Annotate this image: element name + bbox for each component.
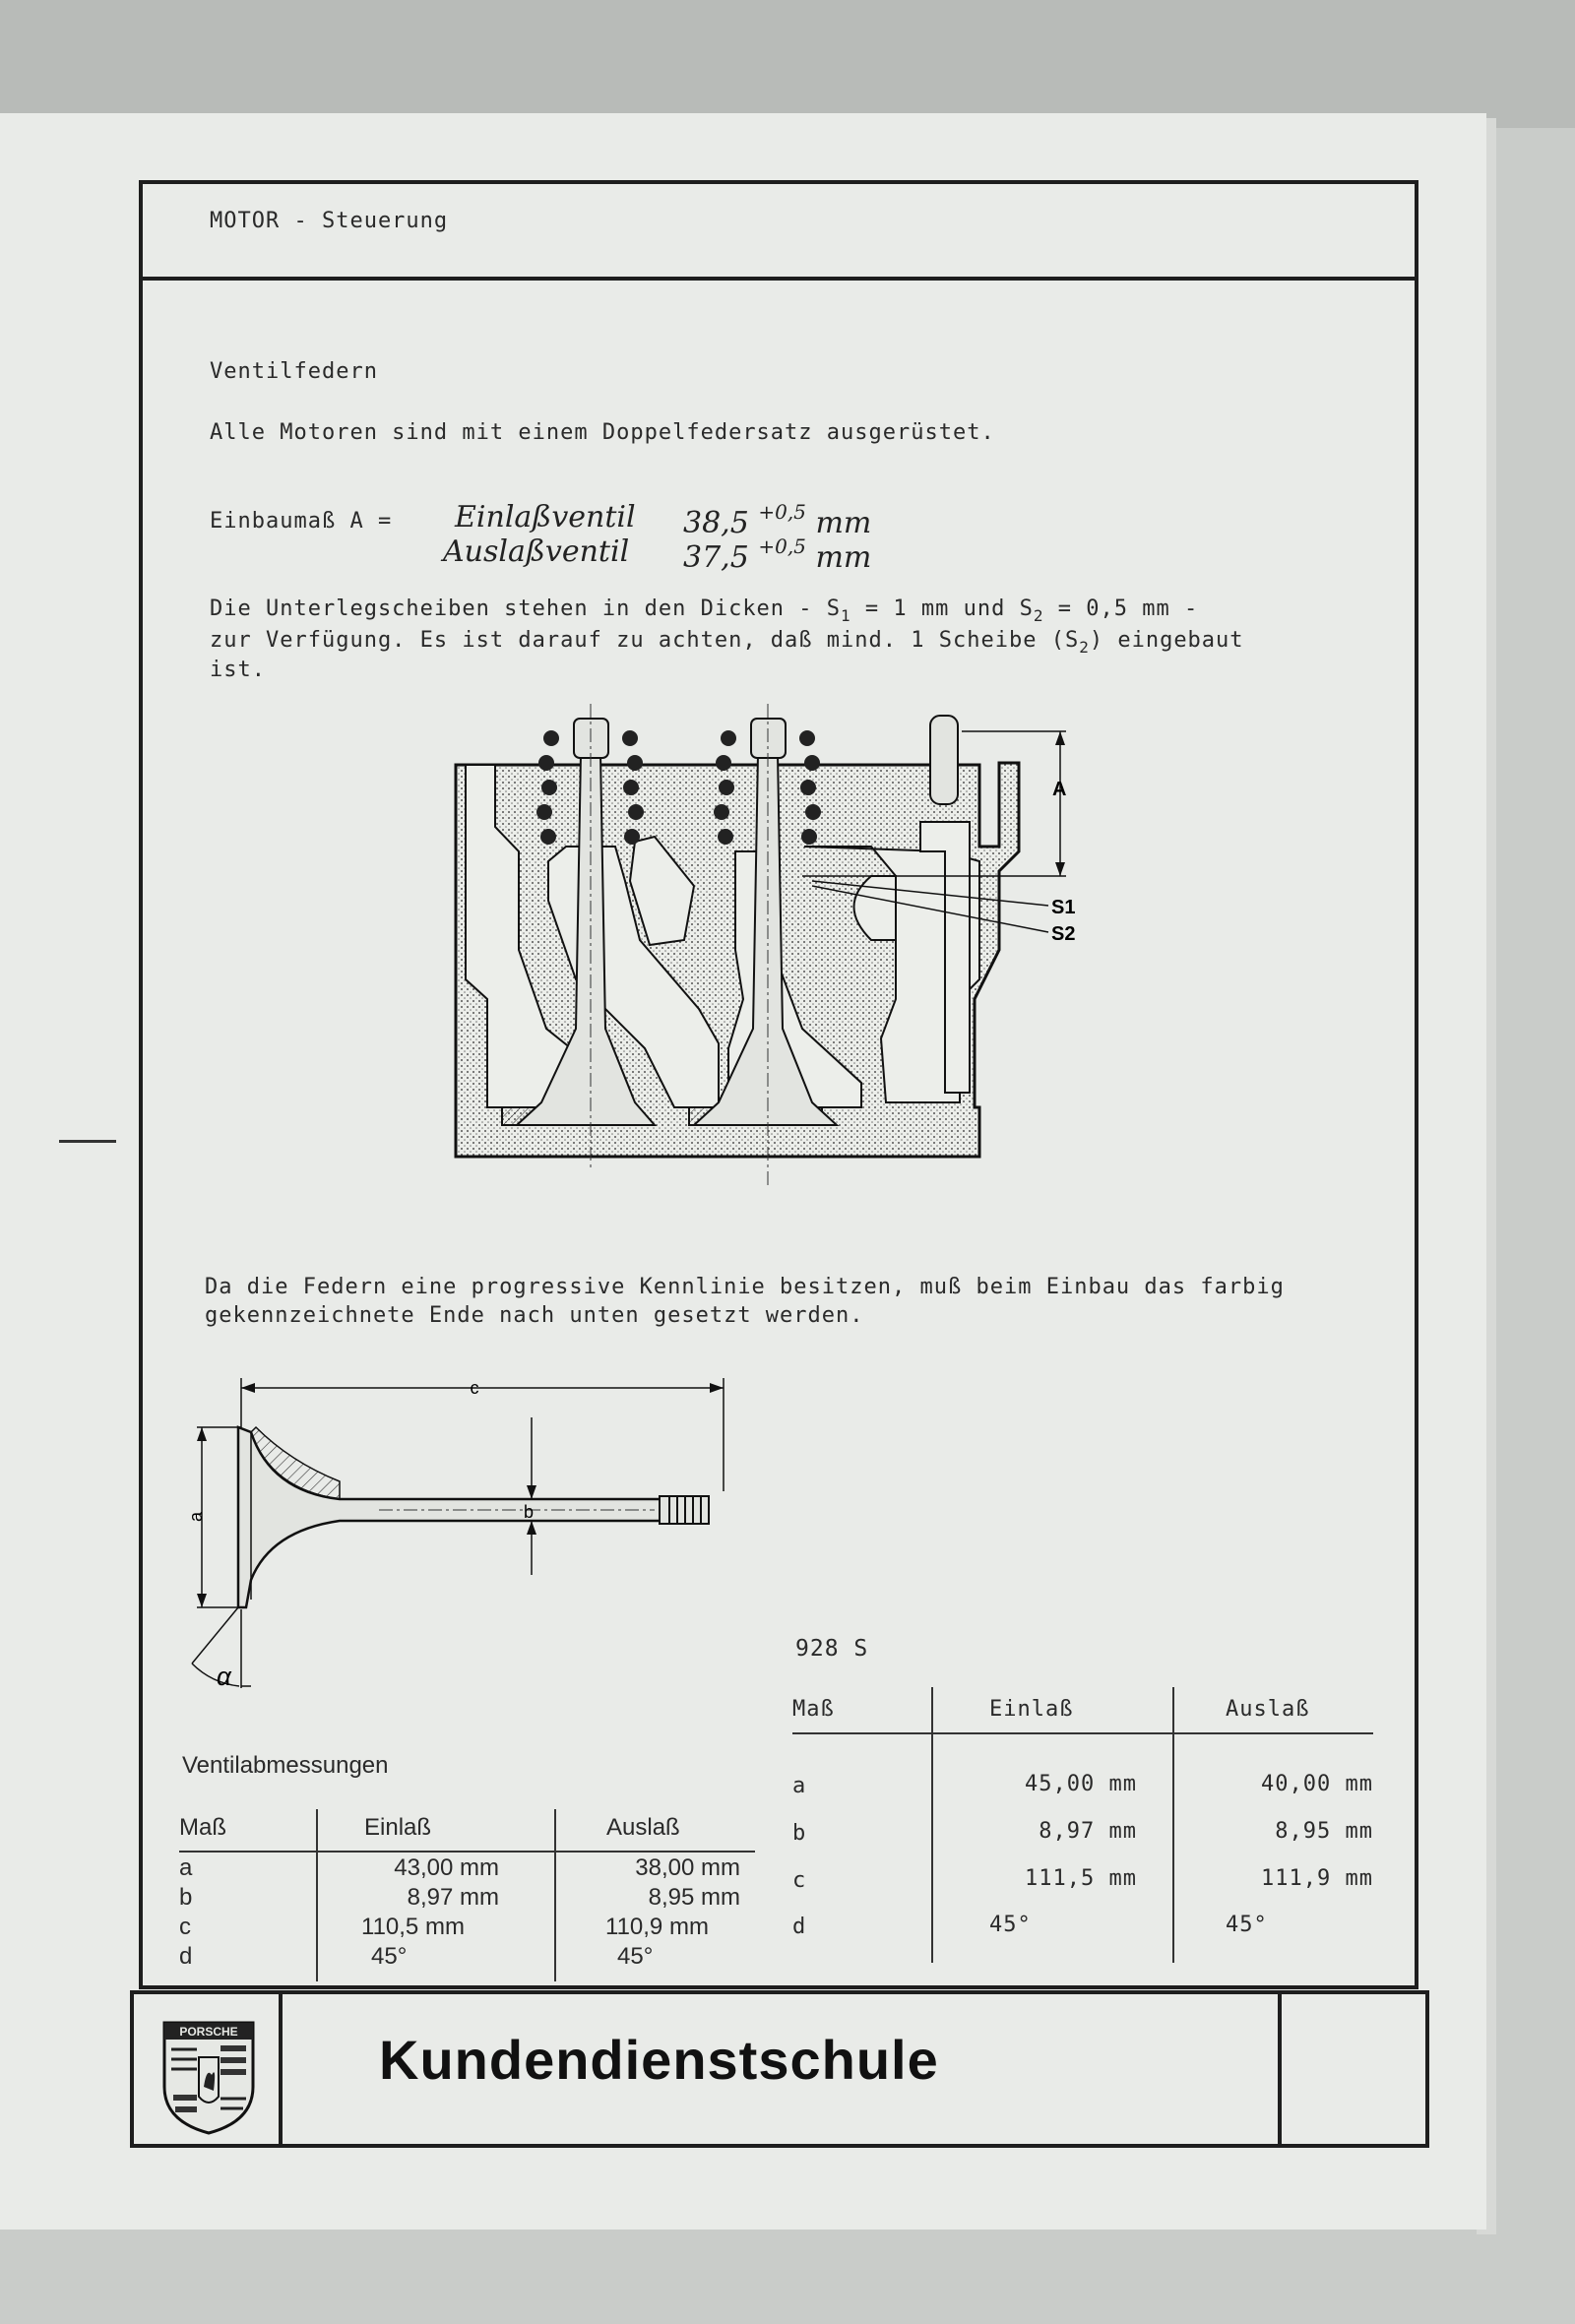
logo-text: PORSCHE	[179, 2025, 238, 2039]
table-928s-header-einlass: Einlaß	[989, 1697, 1074, 1722]
table-row: b	[792, 1821, 807, 1846]
table-base-header-auslass: Auslaß	[606, 1814, 680, 1841]
table-row: c	[792, 1868, 807, 1893]
table-row: a	[179, 1854, 193, 1881]
label-A: A	[1052, 779, 1067, 800]
table-928s-header-mass: Maß	[792, 1697, 835, 1722]
cylinder-head-drawing	[448, 704, 1098, 1186]
table-cell: 8,97 mm	[1039, 1819, 1137, 1844]
table-cell: 43,00 mm	[394, 1854, 499, 1881]
shim-text-line3: ist.	[210, 658, 266, 682]
table-cell: 45°	[617, 1943, 654, 1970]
header-divider	[139, 277, 1418, 281]
shim-text-line2: zur Verfügung. Es ist darauf zu achten, daß mind. 1 Scheibe $(S_2)$ eingebaut	[210, 628, 1244, 657]
table-cell: 40,00 mm	[1261, 1772, 1373, 1796]
table-cell: 45°	[1226, 1913, 1268, 1937]
table-cell: 8,95 mm	[1275, 1819, 1373, 1844]
springs-note-line1: Da die Federn eine progressive Kennlinie besitzen, muß beim Einbau das farbig	[205, 1275, 1285, 1299]
valve-drawing	[182, 1373, 733, 1698]
table-cell: 110,9 mm	[605, 1914, 709, 1940]
table-cell: 111,5 mm	[1025, 1866, 1137, 1891]
table-base	[179, 1809, 755, 1981]
footer-bottom-line	[130, 2144, 1429, 2148]
table-cell: 8,95 mm	[648, 1884, 740, 1911]
margin-mark	[59, 1140, 116, 1143]
label-S2: S2	[1051, 923, 1076, 945]
table-cell: 45,00 mm	[1025, 1772, 1137, 1796]
table-cell: 45°	[989, 1913, 1032, 1937]
header-section: MOTOR - Steuerung	[210, 209, 449, 233]
footer-divider-2	[1278, 1990, 1282, 2148]
outlet-value: 37,5 $^{+0,5}$ mm	[683, 534, 872, 575]
label-alpha: α	[217, 1662, 231, 1691]
table-928s-title: 928 S	[795, 1636, 869, 1662]
label-c: c	[470, 1378, 479, 1398]
table-base-header-rule	[179, 1851, 755, 1853]
table-row: a	[792, 1774, 807, 1798]
table-base-title: Ventilabmessungen	[182, 1752, 389, 1779]
inlet-value: 38,5 $^{+0,5}$ mm	[683, 500, 872, 540]
table-cell: 111,9 mm	[1261, 1866, 1373, 1891]
shim-text-line1: Die Unterlegscheiben stehen in den Dicken - $S_1 = 1$ mm und $S_2 = 0,5$ mm -	[210, 597, 1199, 625]
footer-title: Kundendienstschule	[379, 2029, 939, 2091]
intro-text: Alle Motoren sind mit einem Doppelfedersatz ausgerüstet.	[210, 420, 995, 445]
install-label: Einbaumaß A =	[210, 509, 393, 534]
table-base-col-rule-1	[316, 1809, 318, 1981]
table-928s-col-rule-2	[1172, 1687, 1174, 1963]
label-b: b	[523, 1502, 535, 1522]
section-title: Ventilfedern	[210, 359, 378, 384]
table-928s-col-rule-1	[931, 1687, 933, 1963]
table-row: d	[792, 1915, 807, 1939]
table-cell: 45°	[371, 1943, 408, 1970]
footer-left-line	[130, 1990, 134, 2148]
table-row: c	[179, 1914, 191, 1940]
table-928s-header-rule	[792, 1732, 1373, 1734]
table-928s	[792, 1687, 1373, 1968]
label-a: a	[186, 1511, 206, 1523]
label-S1: S1	[1051, 897, 1076, 918]
background-top	[0, 0, 1575, 128]
table-base-header-einlass: Einlaß	[364, 1814, 432, 1841]
table-base-col-rule-2	[554, 1809, 556, 1981]
table-cell: 8,97 mm	[407, 1884, 499, 1911]
springs-note-line2: gekennzeichnete Ende nach unten gesetzt werden.	[205, 1303, 864, 1328]
footer-top-line	[130, 1990, 1429, 1994]
porsche-crest-logo	[159, 2018, 258, 2136]
table-row: b	[179, 1884, 193, 1911]
table-base-header-mass: Maß	[179, 1814, 226, 1841]
inlet-name: Einlaßventil	[455, 500, 636, 534]
outlet-name: Auslaßventil	[443, 534, 630, 569]
table-row: d	[179, 1943, 193, 1970]
footer-divider-1	[279, 1990, 283, 2148]
footer-right-line	[1425, 1990, 1429, 2148]
table-cell: 38,00 mm	[635, 1854, 740, 1881]
table-928s-header-auslass: Auslaß	[1226, 1697, 1310, 1722]
table-cell: 110,5 mm	[361, 1914, 465, 1940]
